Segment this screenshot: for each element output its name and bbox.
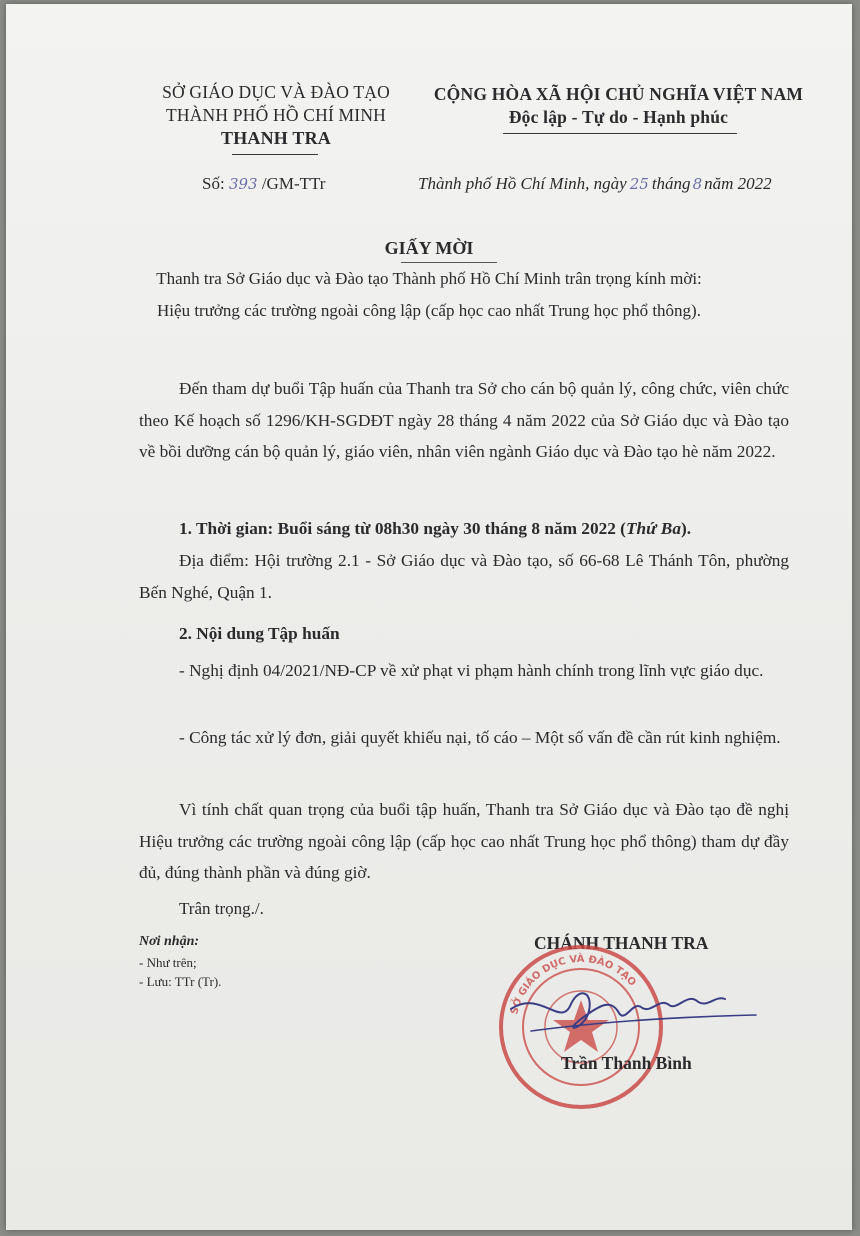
date-part-3: năm 2022 [704,174,772,193]
title-underline [401,262,497,263]
document-page [6,4,852,1230]
handwritten-signature [501,979,761,1049]
invitation-paragraph: Đến tham dự buổi Tập huấn của Thanh tra Sở cho cán bộ quản lý, công chức, viên chức theo Kế hoạch số 1296/KH-SGDĐT ngày 28 tháng 4 năm 2022 của Sở Giáo dục và Đào tạo về bồi dưỡng cán bộ quản lý, giáo viên, nhân viên ngành Giáo dục và Đào tạo hè năm 2022. [139,379,789,461]
date-part-2: tháng [651,174,691,193]
intro-line-2: Hiệu trưởng các trường ngoài công lập (cấp học cao nhất Trung học phổ thông). [157,301,701,320]
org-line-2: THÀNH PHỐ HỒ CHÍ MINH [165,105,387,125]
org-department: THANH TRA [221,128,331,148]
org-line-1: SỞ GIÁO DỤC VÀ ĐÀO TẠO [162,82,390,102]
recipients-title: Nơi nhận: [139,934,200,949]
section-time-weekday: Thứ Ba [625,519,681,538]
section-time-text: 1. Thời gian: Buổi sáng từ 08h30 ngày 30 tháng 8 năm 2022 ( [179,519,626,538]
seal-text: SỞ GIÁO DỤC VÀ ĐÀO TẠO [509,953,638,1016]
document-number [202,174,325,194]
document-date [418,174,772,194]
motto-underline [503,133,737,134]
nation-motto: Độc lập - Tự do - Hạnh phúc [508,107,729,127]
signer-role: CHÁNH THANH TRA [534,933,709,953]
regards-text: Trân trọng./. [179,899,264,918]
org-underline [232,154,318,155]
closing-paragraph: Vì tính chất quan trọng của buổi tập huấn, Thanh tra Sở Giáo dục và Đào tạo đề nghị Hiệu trưởng các trường ngoài công lập (cấp học cao nhất Trung học phổ thông) tham dự đầy đủ, đúng thành phần và đúng giờ. [139,800,789,882]
recipients-line-1: - Như trên; [139,955,197,970]
location-paragraph: Địa điểm: Hội trường 2.1 - Sở Giáo dục và Đào tạo, số 66-68 Lê Thánh Tôn, phường Bến Nghé, Quận 1. [139,551,789,602]
number-suffix: /GM-TTr [261,174,326,193]
signer-name: Trần Thanh Bình [561,1053,692,1073]
date-day-handwritten: 25 [629,175,649,193]
date-month-handwritten: 8 [692,175,703,193]
nation-title: CỘNG HÒA XÃ HỘI CHỦ NGHĨA VIỆT NAM [433,84,804,104]
document-title: GIẤY MỜI [384,238,474,258]
number-handwritten: 393 [228,175,258,193]
section-time [139,513,789,545]
content-bullet-2: - Công tác xử lý đơn, giải quyết khiếu nại, tố cáo – Một số vấn đề cần rút kinh nghiệm. [179,728,781,747]
section-content-title: 2. Nội dung Tập huấn [179,624,340,643]
content-bullet-1: - Nghị định 04/2021/NĐ-CP về xử phạt vi phạm hành chính trong lĩnh vực giáo dục. [179,661,764,680]
section-time-end: ). [680,519,692,538]
intro-line-1: Thanh tra Sở Giáo dục và Đào tạo Thành phố Hồ Chí Minh trân trọng kính mời: [156,269,702,288]
date-part-1: Thành phố Hồ Chí Minh, ngày [418,174,627,193]
number-label: Số: [202,174,225,193]
recipients-line-2: - Lưu: TTr (Tr). [139,974,222,989]
